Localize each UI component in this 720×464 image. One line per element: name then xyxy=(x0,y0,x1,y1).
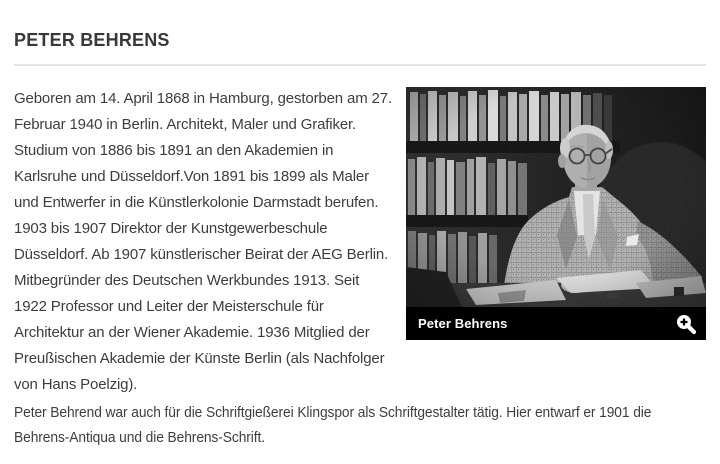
page xyxy=(0,30,720,450)
portrait-photo-graphic xyxy=(406,87,706,307)
portrait-photo[interactable] xyxy=(406,87,706,307)
biography-text: Geboren am 14. April 1868 in Hamburg, gestorben am 27. Februar 1940 in Berlin. Architekt, Maler und Grafiker. Studium von 1886 bis 1891 an den Akademien in Karlsruhe und Düsseldorf.Von 1891 bis 1899 als Maler und Entwerfer in die Künstlerkolonie Darmstadt berufen. 1903 bis 1907 Direktor der Kunstgewerbeschule Düsseldorf. Ab 1907 künstlerischer Beirat der AEG Berlin. Mitbegründer des Deutschen Werkbundes 1913. Seit 1922 Professor und Leiter der Meisterschule für Architektur an der Wiener Akademie. 1936 Mitglied der Preußischen Akademie der Künste Berlin (als Nachfolger von Hans Poelzig). xyxy=(14,90,392,393)
portrait-figure xyxy=(406,87,706,340)
caption-label: Peter Behrens xyxy=(418,316,508,331)
magnifier-plus-icon[interactable] xyxy=(675,313,697,335)
page-title: PETER BEHRENS xyxy=(14,30,170,50)
divider xyxy=(14,64,706,66)
article-body xyxy=(14,86,706,450)
note-text: Peter Behrend war auch für die Schriftgießerei Klingspor als Schriftgestalter tätig. Hier entwarf er 1901 die Behrens-Antiqua und die Behrens-Schrift. xyxy=(14,404,652,446)
caption-bar xyxy=(406,307,706,340)
